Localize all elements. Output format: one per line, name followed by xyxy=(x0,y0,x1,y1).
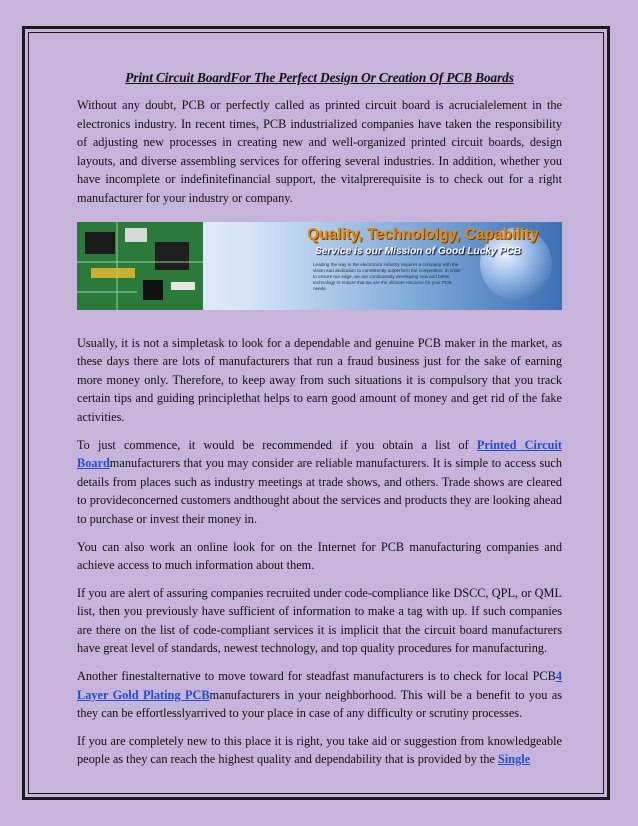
document-body xyxy=(77,70,562,778)
link-printed-circuit-board[interactable]: Printed Circuit Board xyxy=(77,437,562,471)
pcb-banner-image xyxy=(77,222,562,310)
paragraph-7 xyxy=(77,732,562,769)
paragraph-6-text-a: Another finestalternative to move toward for steadfast manufacturers is to check for local PCB xyxy=(77,669,556,684)
paragraph-6 xyxy=(77,667,562,723)
paragraph-6-text-b: manufacturers in your neighborhood. This will be a benefit to you as they can be effortlesslyarrived to your place in case of any difficulty or scrutiny processes. xyxy=(77,687,563,721)
link-4-layer-gold-plating-pcb[interactable]: 4 Layer Gold Plating PCB xyxy=(77,669,562,702)
paragraph-4: You can also work an online look for on the Internet for PCB manufacturing companies and achieve access to much information about them. xyxy=(77,539,562,573)
document-title: Print Circuit BoardFor The Perfect Design Or Creation Of PCB Boards xyxy=(125,70,514,85)
paragraph-3-text-a: To just commence, it would be recommended if you obtain a list of xyxy=(77,437,477,452)
banner-subline: Service is our Mission of Good Lucky PCB xyxy=(315,245,522,257)
banner-body-text: Leading the way in the electronics industry requires a company with the vision and dedication to consistently outperform the competition. In order to ensure our edge, we are continuously developing new and better technology to ensure that we are the ultimate resource for your PCB needs. xyxy=(313,261,461,291)
paragraph-intro: Without any doubt, PCB or perfectly called as printed circuit board is acrucialelement in the electronics industry. In recent times, PCB industrialized companies have taken the responsibility of adjusting new processes in creating new and well-organized printed circuit boards, design layouts, and diverse assembling services for offering several industries. In addition, whether you have incomplete or indefinitefinancial support, the vitalprerequisite is to check out for a right manufacturer for your industry or company. xyxy=(77,98,562,205)
circuit-board-illustration xyxy=(77,222,203,310)
paragraph-2: Usually, it is not a simpletask to look for a dependable and genuine PCB maker in the market, as these days there are lots of manufacturers that run a fraud business just for the sake of earning more money only. Therefore, to keep away from such situations it is compulsory that you track certain tips and guiding principlethat helps to earn good amount of money and get rid of the fake activities. xyxy=(77,335,562,424)
paragraph-3-text-b: manufacturers that you may consider are reliable manufacturers. It is simple to access such details from places such as industry meetings at trade shows, and others. Trade shows are cleared to provideconcerned customers andthought about the services and products they are looking ahead to purchase or invest their money in. xyxy=(77,456,562,526)
paragraph-3 xyxy=(77,436,562,529)
paragraph-7-text-a: If you are completely new to this place it is right, you take aid or suggestion from knowledgeable people as they can reach the highest quality and dependability that is provided by the xyxy=(77,733,562,767)
link-single[interactable]: Single xyxy=(498,752,531,767)
banner-headline: Quality, Technololgy, Capability xyxy=(307,225,539,243)
paragraph-5: If you are alert of assuring companies recruited under code-compliance like DSCC, QPL, or QML list, then you previously have sufficient of information to make a tag with up. If such companies are there on the list of code-compliant services it is implicit that the circuit board manufacturers have great level of standards, newest technology, and top quality procedures for manufacturing. xyxy=(77,585,562,656)
